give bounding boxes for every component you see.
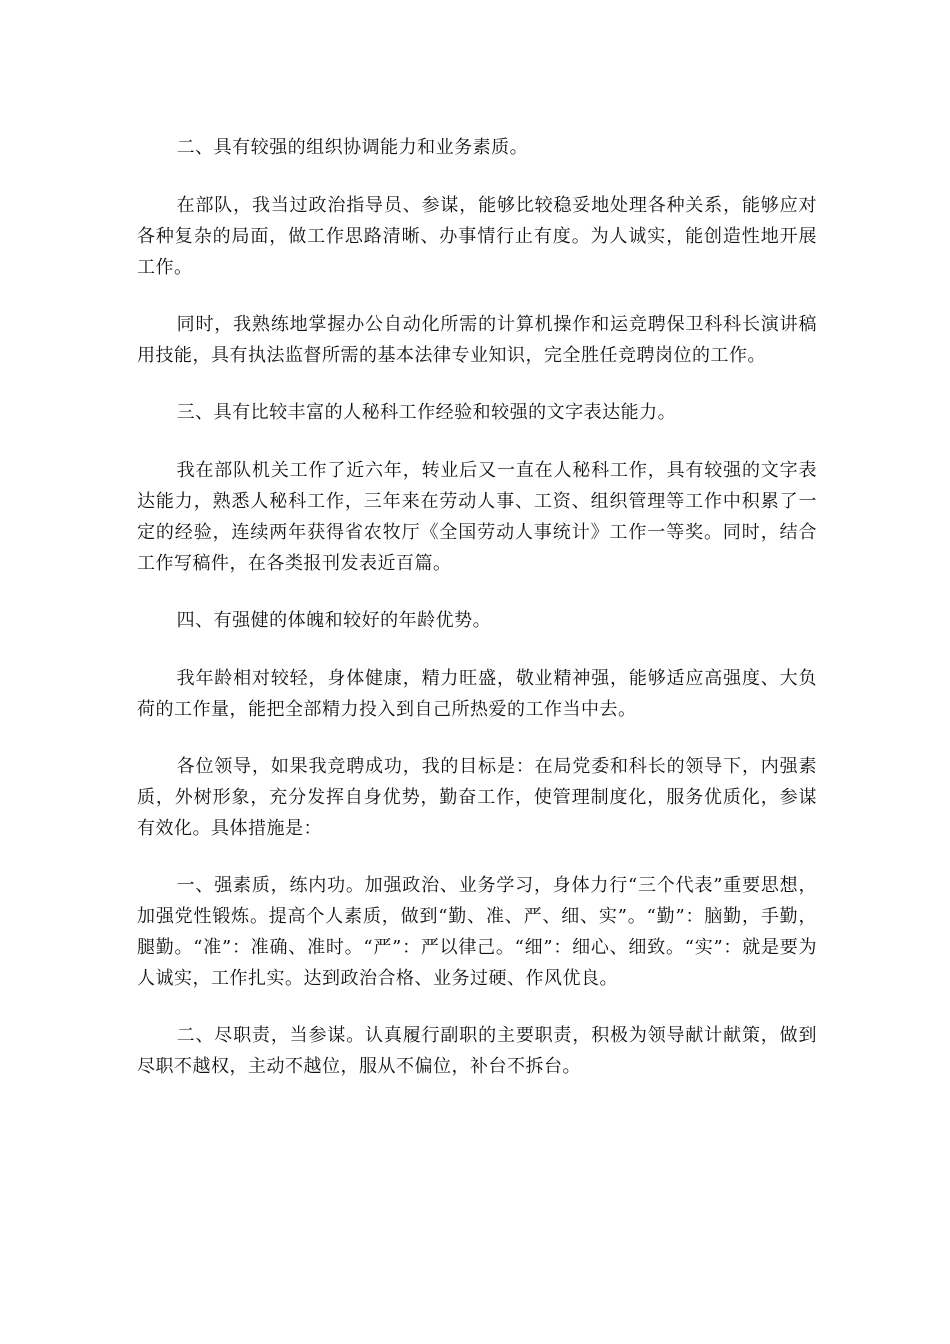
document-body bbox=[137, 132, 817, 1108]
paragraph-health: 我年龄相对较轻，身体健康，精力旺盛，敬业精神强，能够适应高强度、大负荷的工作量，能把全部精力投入到自己所热爱的工作当中去。 bbox=[137, 668, 817, 720]
paragraph-coordination: 在部队，我当过政治指导员、参谋，能够比较稳妥地处理各种关系，能够应对各种复杂的局面，做工作思路清晰、办事情行止有度。为人诚实，能创造性地开展工作。 bbox=[137, 195, 817, 278]
section-heading-4: 四、有强健的体魄和较好的年龄优势。 bbox=[176, 610, 492, 631]
section-heading-2: 二、具有较强的组织协调能力和业务素质。 bbox=[176, 137, 529, 158]
paragraph-measure-2: 二、尽职责，当参谋。认真履行副职的主要职责，积极为领导献计献策，做到尽职不越权，主动不越位，服从不偏位，补台不拆台。 bbox=[137, 1025, 817, 1077]
paragraph-experience: 我在部队机关工作了近六年，转业后又一直在人秘科工作，具有较强的文字表达能力，熟悉人秘科工作，三年来在劳动人事、工资、组织管理等工作中积累了一定的经验，连续两年获得省农牧厅《全国劳动人事统计》工作一等奖。同时，结合工作写稿件，在各类报刊发表近百篇。 bbox=[137, 460, 817, 574]
paragraph-measure-1: 一、强素质，练内功。加强政治、业务学习，身体力行“三个代表”重要思想，加强党性锻炼。提高个人素质，做到“勤、准、严、细、实”。“勤”：脑勤，手勤，腿勤。“准”：准确、准时。“严”：严以律己。“细”：细心、细致。“实”：就是要为人诚实，工作扎实。达到政治合格、业务过硬、作风优良。 bbox=[137, 875, 817, 989]
paragraph-skills: 同时，我熟练地掌握办公自动化所需的计算机操作和运竞聘保卫科科长演讲稿用技能，具有执法监督所需的基本法律专业知识，完全胜任竞聘岗位的工作。 bbox=[137, 314, 817, 366]
paragraph-goals: 各位领导，如果我竞聘成功，我的目标是：在局党委和科长的领导下，内强素质，外树形象，充分发挥自身优势，勤奋工作，使管理制度化，服务优质化，参谋有效化。具体措施是： bbox=[137, 756, 817, 839]
section-heading-3: 三、具有比较丰富的人秘科工作经验和较强的文字表达能力。 bbox=[176, 402, 677, 423]
